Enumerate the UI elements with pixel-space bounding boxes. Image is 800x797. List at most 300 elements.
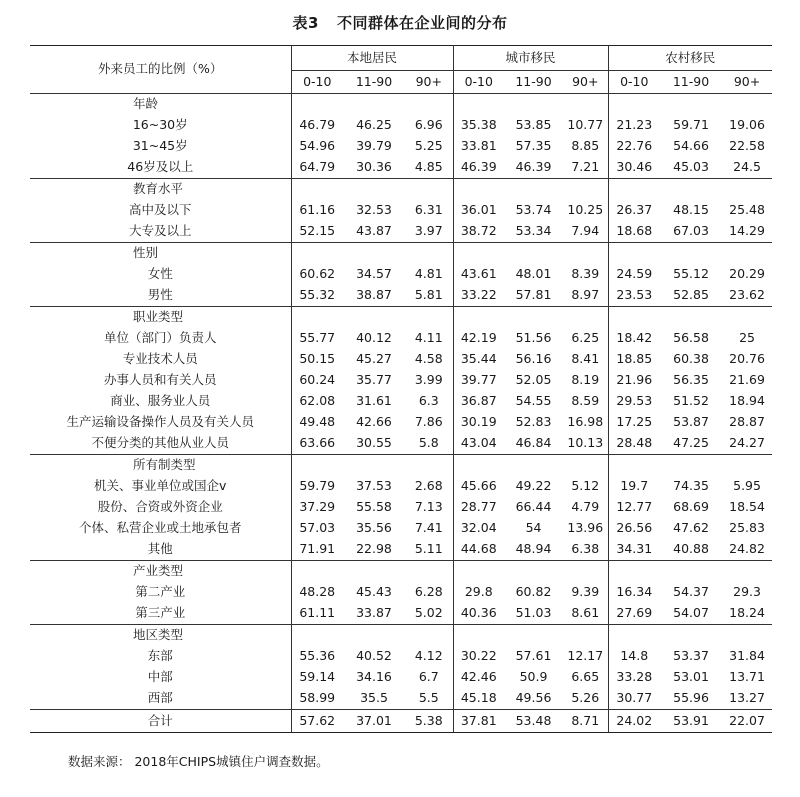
value-cell: 4.58 <box>414 351 443 367</box>
value-cell: 37.81 <box>453 710 504 733</box>
row-label: 商业、服务业人员 <box>110 393 211 409</box>
value-cell: 54.55 <box>515 393 552 409</box>
row-label-cell <box>30 476 291 497</box>
empty-cell <box>660 94 722 116</box>
table-row <box>30 136 772 157</box>
value-cell: 45.03 <box>673 159 709 175</box>
value-cell: 55.58 <box>356 499 392 515</box>
group-header-local: 本地居民 <box>291 46 453 71</box>
value-cell: 46.84 <box>515 435 552 451</box>
value-cell: 57.03 <box>291 518 343 539</box>
value-cell: 38.72 <box>453 221 504 243</box>
value-cell: 40.12 <box>356 330 392 346</box>
empty-cell <box>343 94 405 116</box>
empty-cell <box>405 561 453 583</box>
table-row <box>30 200 772 221</box>
row-label-cell <box>30 582 291 603</box>
value-cell: 2.68 <box>414 478 443 494</box>
empty-cell <box>405 94 453 116</box>
value-cell: 12.17 <box>567 648 604 664</box>
empty-cell <box>453 561 504 583</box>
value-cell: 28.77 <box>453 497 504 518</box>
empty-cell <box>608 625 660 647</box>
value-cell: 55.12 <box>673 266 709 282</box>
value-cell: 49.22 <box>515 478 552 494</box>
value-cell: 21.96 <box>608 370 660 391</box>
table-row <box>30 370 772 391</box>
value-cell: 55.32 <box>291 285 343 307</box>
value-cell: 53.85 <box>515 117 552 133</box>
value-cell: 53.37 <box>673 648 709 664</box>
row-label-cell <box>30 264 291 285</box>
value-cell: 20.76 <box>729 351 765 367</box>
row-label: 高中及以下 <box>128 202 192 218</box>
row-label-cell <box>30 200 291 221</box>
value-cell: 51.52 <box>673 393 709 409</box>
row-label-cell <box>30 433 291 455</box>
value-cell: 13.71 <box>729 669 765 685</box>
table-row <box>30 497 772 518</box>
value-cell: 48.01 <box>515 266 552 282</box>
value-cell: 48.15 <box>673 202 709 218</box>
value-cell: 43.87 <box>356 223 392 239</box>
table-number: 表3 <box>292 14 319 32</box>
category-row <box>30 94 772 116</box>
empty-cell <box>453 179 504 201</box>
value-cell: 24.27 <box>729 435 765 451</box>
value-cell: 21.69 <box>729 372 765 388</box>
empty-cell <box>504 243 563 265</box>
row-label: 女性 <box>147 266 173 282</box>
value-cell: 23.53 <box>608 285 660 307</box>
value-cell: 5.5 <box>418 690 439 706</box>
value-cell: 8.41 <box>571 351 600 367</box>
value-cell: 29.53 <box>608 391 660 412</box>
value-cell: 29.3 <box>733 584 761 600</box>
value-cell: 8.39 <box>571 266 600 282</box>
value-cell: 37.29 <box>291 497 343 518</box>
value-cell: 6.3 <box>418 393 439 409</box>
empty-cell <box>291 625 343 647</box>
value-cell: 6.96 <box>414 117 443 133</box>
value-cell: 45.18 <box>453 688 504 710</box>
value-cell: 30.77 <box>608 688 660 710</box>
value-cell: 5.8 <box>418 435 439 451</box>
value-cell: 59.71 <box>673 117 709 133</box>
table-title <box>0 12 800 33</box>
empty-cell <box>343 243 405 265</box>
value-cell: 12.77 <box>608 497 660 518</box>
empty-cell <box>291 455 343 477</box>
value-cell: 49.56 <box>515 690 552 706</box>
row-label-cell <box>30 328 291 349</box>
row-label-cell <box>30 157 291 179</box>
subheader-local-1: 11-90 <box>355 73 393 89</box>
value-cell: 58.99 <box>291 688 343 710</box>
row-label: 股份、合资或外资企业 <box>97 499 223 515</box>
value-cell: 10.13 <box>567 435 604 451</box>
empty-cell <box>608 561 660 583</box>
row-label-cell <box>30 370 291 391</box>
value-cell: 57.35 <box>515 138 552 154</box>
empty-cell <box>563 179 608 201</box>
value-cell: 19.7 <box>608 476 660 497</box>
value-cell: 6.28 <box>414 584 443 600</box>
category-label: 所有制类型 <box>30 455 291 477</box>
value-cell: 53.48 <box>504 710 563 733</box>
value-cell: 4.81 <box>414 266 443 282</box>
row-label-cell <box>30 221 291 243</box>
empty-cell <box>291 561 343 583</box>
value-cell: 42.66 <box>356 414 392 430</box>
table-row <box>30 221 772 243</box>
value-cell: 52.85 <box>673 287 709 303</box>
value-cell: 74.35 <box>673 478 709 494</box>
category-row <box>30 625 772 647</box>
value-cell: 68.69 <box>673 499 709 515</box>
empty-cell <box>405 455 453 477</box>
row-label: 46岁及以上 <box>127 159 194 175</box>
value-cell: 35.44 <box>453 349 504 370</box>
subheader-urban-2: 90+ <box>572 73 599 89</box>
row-label-cell <box>30 497 291 518</box>
value-cell: 66.44 <box>515 499 552 515</box>
value-cell: 32.53 <box>356 202 392 218</box>
empty-cell <box>660 243 722 265</box>
value-cell: 50.15 <box>291 349 343 370</box>
value-cell: 5.81 <box>414 287 443 303</box>
table-row <box>30 328 772 349</box>
value-cell: 8.85 <box>571 138 600 154</box>
value-cell: 56.35 <box>673 372 709 388</box>
value-cell: 25.48 <box>729 202 765 218</box>
value-cell: 8.19 <box>571 372 600 388</box>
empty-cell <box>608 307 660 329</box>
value-cell: 47.25 <box>673 435 709 451</box>
empty-cell <box>722 307 772 329</box>
row-label-cell <box>30 603 291 625</box>
empty-cell <box>722 94 772 116</box>
row-label: 不便分类的其他从业人员 <box>91 435 229 451</box>
value-cell: 20.29 <box>729 266 765 282</box>
row-label-cell <box>30 285 291 307</box>
row-label-cell <box>30 391 291 412</box>
value-cell: 38.87 <box>356 287 392 303</box>
empty-cell <box>291 94 343 116</box>
value-cell: 5.25 <box>414 138 443 154</box>
value-cell: 22.07 <box>722 710 772 733</box>
value-cell: 37.01 <box>343 710 405 733</box>
value-cell: 16.98 <box>567 414 604 430</box>
row-label: 其他 <box>147 541 173 557</box>
empty-cell <box>291 307 343 329</box>
table-row <box>30 518 772 539</box>
row-label-cell <box>30 136 291 157</box>
row-label-cell <box>30 349 291 370</box>
value-cell: 18.54 <box>729 499 765 515</box>
value-cell: 24.5 <box>733 159 761 175</box>
table-row <box>30 412 772 433</box>
row-label-cell <box>30 539 291 561</box>
value-cell: 24.59 <box>608 264 660 285</box>
row-label: 办事人员和有关人员 <box>103 372 217 388</box>
table-row <box>30 646 772 667</box>
value-cell: 42.19 <box>453 328 504 349</box>
value-cell: 22.98 <box>356 541 392 557</box>
value-cell: 25.83 <box>729 520 765 536</box>
value-cell: 48.28 <box>291 582 343 603</box>
value-cell: 16.34 <box>608 582 660 603</box>
row-label-cell <box>30 412 291 433</box>
value-cell: 8.61 <box>571 605 600 621</box>
empty-cell <box>405 307 453 329</box>
value-cell: 28.87 <box>729 414 765 430</box>
empty-cell <box>405 179 453 201</box>
value-cell: 24.82 <box>729 541 765 557</box>
row-label: 第三产业 <box>135 605 186 621</box>
category-label: 地区类型 <box>30 625 291 647</box>
value-cell: 5.02 <box>414 605 443 621</box>
group-header-urban: 城市移民 <box>453 46 608 71</box>
value-cell: 34.16 <box>356 669 392 685</box>
value-cell: 6.31 <box>414 202 443 218</box>
row-label: 个体、私营企业或土地承包者 <box>78 520 242 536</box>
empty-cell <box>504 307 563 329</box>
row-label: 西部 <box>147 690 173 706</box>
value-cell: 27.69 <box>608 603 660 625</box>
value-cell: 61.11 <box>291 603 343 625</box>
value-cell: 54.96 <box>291 136 343 157</box>
empty-cell <box>504 455 563 477</box>
category-label: 教育水平 <box>30 179 291 201</box>
value-cell: 40.88 <box>673 541 709 557</box>
row-label: 大专及以上 <box>128 223 192 239</box>
value-cell: 51.56 <box>515 330 552 346</box>
value-cell: 64.79 <box>291 157 343 179</box>
value-cell: 60.24 <box>291 370 343 391</box>
value-cell: 7.86 <box>414 414 443 430</box>
value-cell: 32.04 <box>453 518 504 539</box>
table-row <box>30 157 772 179</box>
empty-cell <box>563 307 608 329</box>
row-label-cell <box>30 646 291 667</box>
empty-cell <box>343 625 405 647</box>
value-cell: 35.38 <box>453 115 504 136</box>
value-cell: 18.24 <box>729 605 765 621</box>
row-label-cell <box>30 518 291 539</box>
value-cell: 30.36 <box>356 159 392 175</box>
value-cell: 13.96 <box>567 520 604 536</box>
empty-cell <box>660 307 722 329</box>
value-cell: 50.9 <box>519 669 548 685</box>
empty-cell <box>722 561 772 583</box>
value-cell: 5.38 <box>405 710 453 733</box>
value-cell: 67.03 <box>673 223 709 239</box>
empty-cell <box>722 243 772 265</box>
value-cell: 4.79 <box>571 499 600 515</box>
empty-cell <box>563 94 608 116</box>
value-cell: 3.97 <box>414 223 443 239</box>
value-cell: 8.71 <box>563 710 608 733</box>
table-row <box>30 603 772 625</box>
value-cell: 6.65 <box>571 669 600 685</box>
subheader-rural-0: 0-10 <box>608 71 660 94</box>
category-label: 年龄 <box>133 96 159 112</box>
value-cell: 25 <box>739 330 755 346</box>
value-cell: 24.02 <box>608 710 660 733</box>
value-cell: 29.8 <box>453 582 504 603</box>
empty-cell <box>291 179 343 201</box>
value-cell: 59.14 <box>291 667 343 688</box>
value-cell: 14.29 <box>729 223 765 239</box>
table-row <box>30 115 772 136</box>
empty-cell <box>608 455 660 477</box>
value-cell: 57.62 <box>291 710 343 733</box>
table-row <box>30 349 772 370</box>
empty-cell <box>504 179 563 201</box>
value-cell: 31.84 <box>729 648 765 664</box>
value-cell: 6.38 <box>571 541 600 557</box>
table-title-text: 不同群体在企业间的分布 <box>336 14 508 32</box>
value-cell: 46.25 <box>356 117 392 133</box>
value-cell: 26.56 <box>608 518 660 539</box>
empty-cell <box>660 455 722 477</box>
row-header-label: 外来员工的比例（%） <box>98 61 223 77</box>
value-cell: 33.22 <box>453 285 504 307</box>
value-cell: 60.38 <box>673 351 709 367</box>
value-cell: 8.97 <box>571 287 600 303</box>
row-label: 专业技术人员 <box>122 351 198 367</box>
row-label: 东部 <box>147 648 173 664</box>
row-label-cell <box>30 688 291 710</box>
empty-cell <box>453 625 504 647</box>
value-cell: 7.94 <box>571 223 600 239</box>
category-row <box>30 561 772 583</box>
value-cell: 4.12 <box>414 648 443 664</box>
value-cell: 52.05 <box>515 372 552 388</box>
value-cell: 46.79 <box>291 115 343 136</box>
value-cell: 54.37 <box>673 584 709 600</box>
row-label: 31~45岁 <box>132 138 188 154</box>
value-cell: 10.77 <box>567 117 604 133</box>
value-cell: 43.04 <box>453 433 504 455</box>
value-cell: 19.06 <box>729 117 765 133</box>
value-cell: 18.94 <box>729 393 765 409</box>
value-cell: 6.7 <box>418 669 439 685</box>
empty-cell <box>453 455 504 477</box>
row-label: 男性 <box>147 287 173 303</box>
value-cell: 37.53 <box>356 478 392 494</box>
empty-cell <box>453 307 504 329</box>
value-cell: 7.41 <box>414 520 443 536</box>
subheader-local-2: 90+ <box>415 73 442 89</box>
value-cell: 7.13 <box>414 499 443 515</box>
value-cell: 53.87 <box>673 414 709 430</box>
value-cell: 31.61 <box>356 393 392 409</box>
empty-cell <box>405 625 453 647</box>
value-cell: 55.77 <box>291 328 343 349</box>
value-cell: 71.91 <box>291 539 343 561</box>
value-cell: 33.81 <box>453 136 504 157</box>
value-cell: 44.68 <box>453 539 504 561</box>
empty-cell <box>343 179 405 201</box>
category-row <box>30 243 772 265</box>
table-row <box>30 539 772 561</box>
value-cell: 60.82 <box>515 584 552 600</box>
table-row <box>30 285 772 307</box>
value-cell: 30.46 <box>608 157 660 179</box>
empty-cell <box>343 561 405 583</box>
value-cell: 28.48 <box>608 433 660 455</box>
table-row <box>30 264 772 285</box>
group-header-rural: 农村移民 <box>608 46 772 71</box>
value-cell: 59.79 <box>291 476 343 497</box>
value-cell: 18.85 <box>608 349 660 370</box>
value-cell: 5.26 <box>571 690 600 706</box>
value-cell: 17.25 <box>608 412 660 433</box>
row-label: 第二产业 <box>135 584 186 600</box>
value-cell: 22.76 <box>608 136 660 157</box>
value-cell: 45.27 <box>356 351 392 367</box>
value-cell: 21.23 <box>608 115 660 136</box>
empty-cell <box>291 243 343 265</box>
empty-cell <box>722 625 772 647</box>
value-cell: 23.62 <box>729 287 765 303</box>
empty-cell <box>504 561 563 583</box>
value-cell: 35.56 <box>356 520 392 536</box>
value-cell: 35.5 <box>360 690 388 706</box>
row-label: 生产运输设备操作人员及有关人员 <box>66 414 254 430</box>
value-cell: 63.66 <box>291 433 343 455</box>
value-cell: 30.22 <box>453 646 504 667</box>
table-row <box>30 667 772 688</box>
subheader-urban-0: 0-10 <box>453 71 504 94</box>
row-label: 16~30岁 <box>132 117 188 133</box>
value-cell: 13.27 <box>729 690 765 706</box>
empty-cell <box>722 179 772 201</box>
empty-cell <box>453 94 504 116</box>
value-cell: 14.8 <box>608 646 660 667</box>
value-cell: 43.61 <box>453 264 504 285</box>
value-cell: 3.99 <box>414 372 443 388</box>
value-cell: 46.39 <box>515 159 552 175</box>
table-row <box>30 476 772 497</box>
value-cell: 39.77 <box>453 370 504 391</box>
value-cell: 5.95 <box>733 478 761 494</box>
value-cell: 52.15 <box>291 221 343 243</box>
empty-cell <box>722 455 772 477</box>
value-cell: 49.48 <box>291 412 343 433</box>
value-cell: 18.68 <box>608 221 660 243</box>
empty-cell <box>343 307 405 329</box>
empty-cell <box>660 561 722 583</box>
value-cell: 22.58 <box>729 138 765 154</box>
empty-cell <box>504 625 563 647</box>
value-cell: 30.55 <box>356 435 392 451</box>
value-cell: 8.59 <box>571 393 600 409</box>
value-cell: 46.39 <box>453 157 504 179</box>
value-cell: 51.03 <box>515 605 552 621</box>
value-cell: 52.83 <box>515 414 552 430</box>
empty-cell <box>504 94 563 116</box>
value-cell: 55.36 <box>291 646 343 667</box>
value-cell: 45.66 <box>453 476 504 497</box>
empty-cell <box>608 243 660 265</box>
value-cell: 39.79 <box>356 138 392 154</box>
data-source-note: 数据来源： 2018年CHIPS城镇住户调查数据。 <box>68 754 329 769</box>
value-cell: 33.28 <box>608 667 660 688</box>
category-label: 职业类型 <box>30 307 291 329</box>
